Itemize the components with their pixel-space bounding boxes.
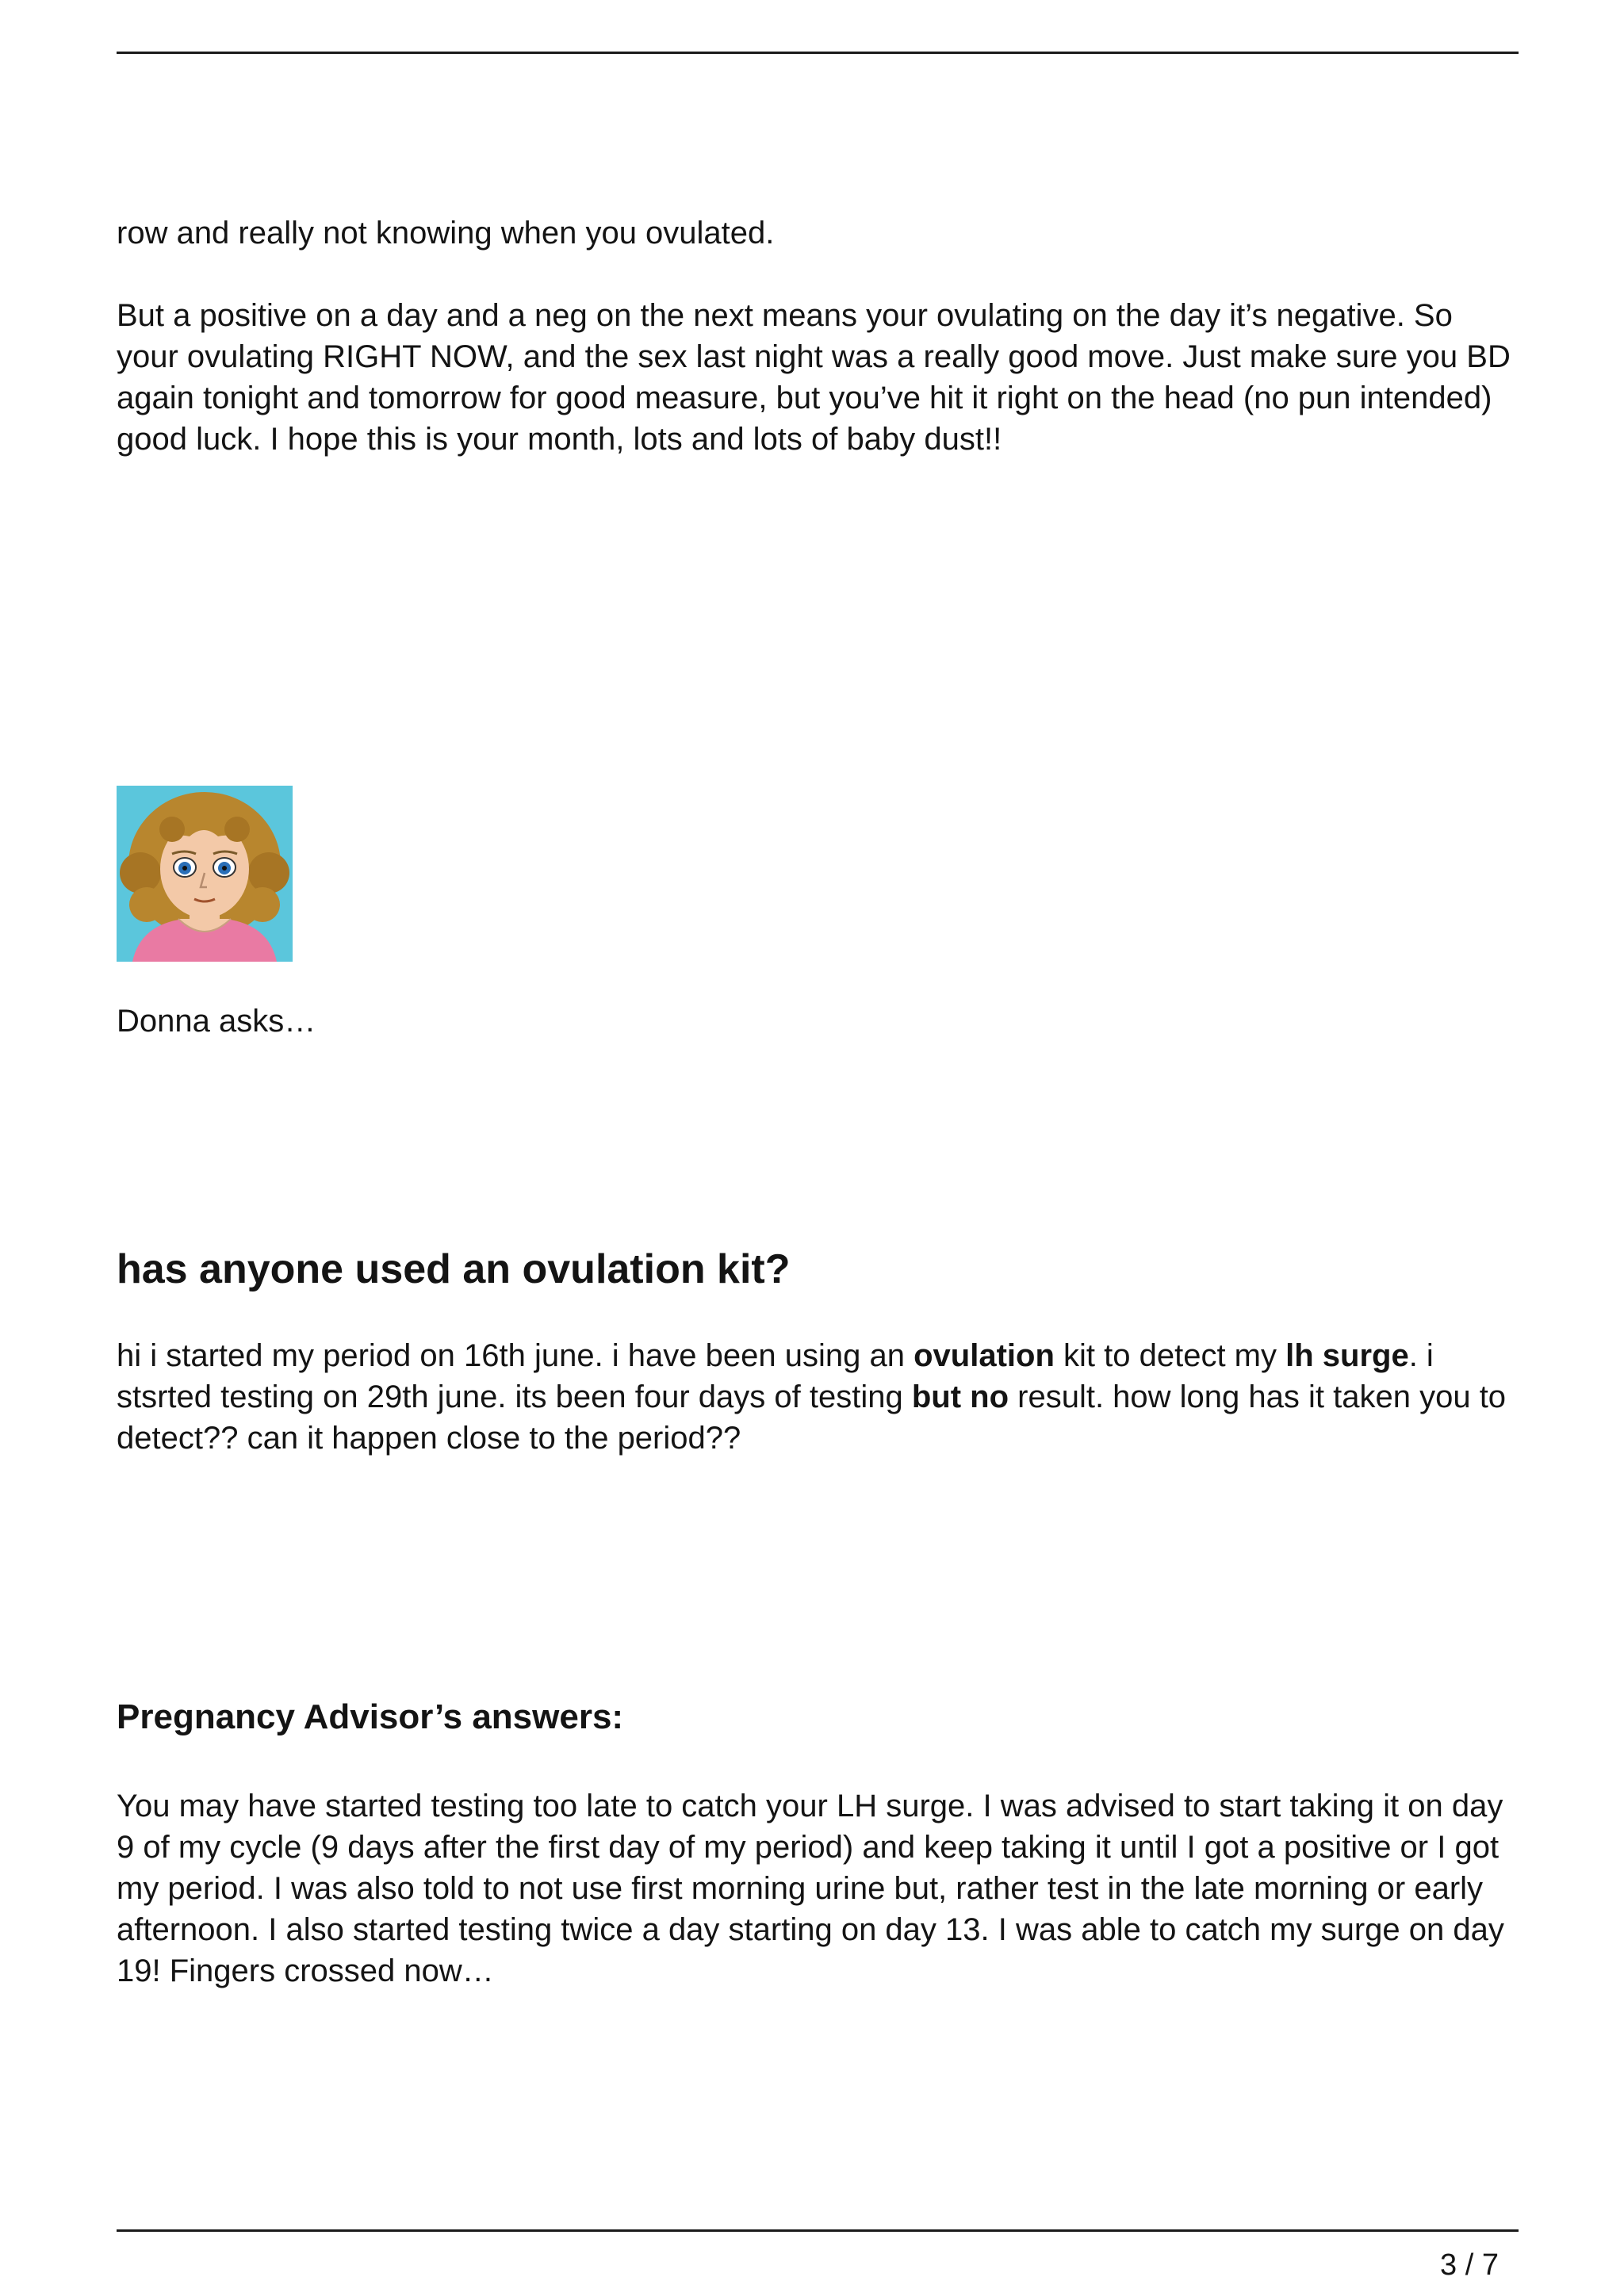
question-body-bold: but no xyxy=(911,1380,1009,1414)
question-body-bold: ovulation xyxy=(914,1338,1055,1373)
answers-heading: Pregnancy Advisor’s answers: xyxy=(117,1697,624,1736)
cartoon-woman-avatar-icon xyxy=(117,786,293,962)
question-body-part: . i stsrted testing on 29th june. its been four days of testing xyxy=(117,1338,1434,1414)
question-body-part: result. how long has it taken you to detect?? can it happen close to the period?? xyxy=(117,1380,1507,1456)
answers-body: You may have started testing too late to catch your LH surge. I was advised to start taking it on day 9 of my cycle (9 days after the first day of my period) and keep taking it until I got a positive or I got my period. I was also told to not use first morning urine but, rather test in the late morning or early afternoon. I also started testing twice a day starting on day 13. I was able to catch my surge on day 19! Fingers crossed now… xyxy=(117,1789,1504,1988)
question-title: has anyone used an ovulation kit? xyxy=(117,1246,791,1292)
header-rule xyxy=(117,52,1519,54)
question-body-bold: lh surge xyxy=(1285,1338,1409,1373)
footer-rule xyxy=(117,2229,1519,2232)
question-body xyxy=(117,1335,1520,1459)
question-body-part: hi i started my period on 16th june. i have been using an xyxy=(117,1338,914,1373)
page-number: 3 / 7 xyxy=(1440,2248,1499,2282)
asker-label: Donna asks… xyxy=(117,1004,316,1039)
question-body-part: kit to detect my xyxy=(1054,1338,1286,1373)
answer-continuation-text: row and really not knowing when you ovulated. xyxy=(117,216,775,251)
answer-paragraph: But a positive on a day and a neg on the next means your ovulating on the day it’s negative. So your ovulating RIGHT NOW, and the sex last night was a really good move. Just make sure you BD again tonight and tomorrow for good measure, but you’ve hit it right on the head (no pun intended) good luck. I hope this is your month, lots and lots of baby dust!! xyxy=(117,298,1511,457)
